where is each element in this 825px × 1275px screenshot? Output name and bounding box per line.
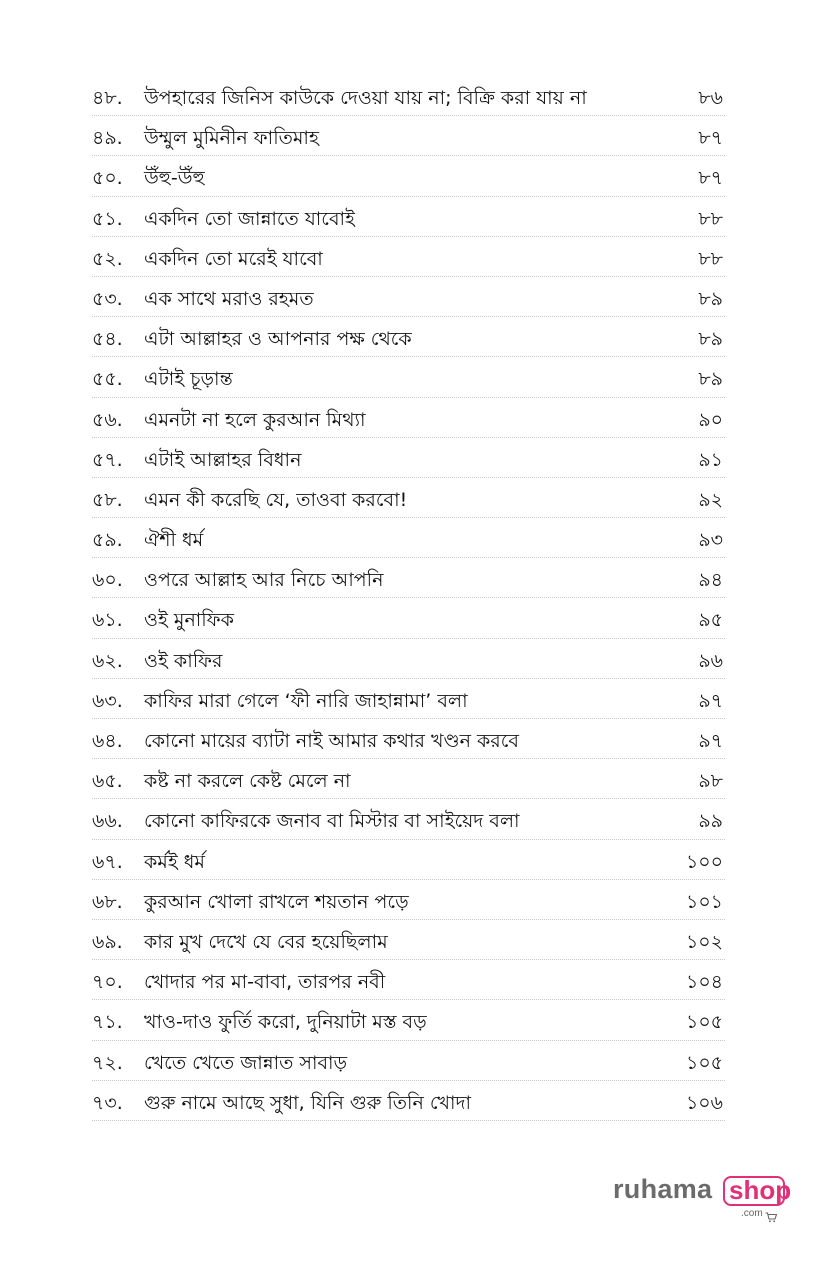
toc-entry[interactable] xyxy=(92,438,725,478)
toc-entry-page: ৮৯ xyxy=(698,328,723,351)
toc-entry-title: খাও-দাও ফুর্তি করো, দুনিয়াটা মস্ত বড় xyxy=(144,1011,427,1034)
toc-entry-number: ৫৩. xyxy=(92,287,123,310)
toc-entry-page: ১০৪ xyxy=(685,971,723,994)
toc-entry-page: ৮৬ xyxy=(698,87,723,109)
toc-entry-number: ৫৪. xyxy=(92,328,123,351)
toc-entry-page: ৮৯ xyxy=(698,287,723,310)
toc-entry[interactable] xyxy=(92,639,725,679)
toc-entry-title: ওই কাফির xyxy=(144,649,223,672)
toc-entry[interactable] xyxy=(92,277,725,317)
toc-entry-page: ৯৯ xyxy=(698,810,723,833)
toc-entry-title: এমনটা না হলে কুরআন মিথ্যা xyxy=(144,408,366,431)
toc-entry[interactable] xyxy=(92,920,725,960)
brand-domain: .com xyxy=(741,1208,763,1219)
table-of-contents xyxy=(92,76,725,1121)
toc-entry-title: ওই মুনাফিক xyxy=(144,609,234,632)
toc-entry[interactable] xyxy=(92,719,725,759)
toc-entry-page: ৮৮ xyxy=(698,247,723,270)
brand-name: ruhama xyxy=(613,1174,713,1204)
toc-entry-title: উপহারের জিনিস কাউকে দেওয়া যায় না; বিক্রি করা যায় না xyxy=(144,87,587,109)
toc-entry-page: ১০০ xyxy=(685,850,723,873)
toc-entry-number: ৬২. xyxy=(92,649,123,672)
toc-entry-title: একদিন তো মরেই যাবো xyxy=(144,247,323,270)
toc-entry[interactable] xyxy=(92,759,725,799)
toc-entry-page: ৮৮ xyxy=(698,207,723,230)
toc-entry-page: ৮৭ xyxy=(698,167,723,190)
toc-entry-number: ৫২. xyxy=(92,247,123,270)
toc-entry-title: কার মুখ দেখে যে বের হয়েছিলাম xyxy=(144,930,388,953)
brand-shop-badge xyxy=(723,1175,792,1206)
toc-entry-title: এটা আল্লাহর ও আপনার পক্ষ থেকে xyxy=(144,328,412,351)
toc-entry-title: কোনো মায়ের ব্যাটা নাই আমার কথার খণ্ডন করবে xyxy=(144,730,519,752)
toc-entry[interactable] xyxy=(92,840,725,880)
toc-entry-number: ৭১. xyxy=(92,1011,123,1034)
toc-entry-title: গুরু নামে আছে সুধা, যিনি গুরু তিনি খোদা xyxy=(144,1091,472,1114)
brand-logo xyxy=(613,1172,792,1222)
toc-entry[interactable] xyxy=(92,478,725,518)
toc-entry-number: ৬০. xyxy=(92,569,123,592)
toc-entry-number: ৭২. xyxy=(92,1051,123,1074)
toc-entry[interactable] xyxy=(92,357,725,397)
toc-entry[interactable] xyxy=(92,237,725,277)
toc-entry[interactable] xyxy=(92,156,725,196)
toc-entry-title: কুরআন খোলা রাখলে শয়তান পড়ে xyxy=(144,890,409,913)
toc-entry-page: ১০৬ xyxy=(685,1091,723,1114)
toc-entry-number: ৭০. xyxy=(92,971,123,994)
toc-entry-title: কাফির মারা গেলে ‘ফী নারি জাহান্নামা’ বলা xyxy=(144,689,468,712)
toc-entry-title: এটাই আল্লাহর বিধান xyxy=(144,448,302,471)
toc-entry-page: ৯৭ xyxy=(698,730,723,752)
toc-entry-page: ৯৫ xyxy=(698,609,723,632)
toc-entry-number: ৭৩. xyxy=(92,1091,123,1114)
toc-entry[interactable] xyxy=(92,880,725,920)
toc-entry-page: ১০২ xyxy=(685,930,723,953)
toc-entry-number: ৬৮. xyxy=(92,890,123,913)
toc-entry[interactable] xyxy=(92,1041,725,1081)
toc-entry-title: উম্মুল মুমিনীন ফাতিমাহ xyxy=(144,127,319,150)
toc-entry-number: ৬৭. xyxy=(92,850,123,873)
toc-entry-page: ৯৬ xyxy=(698,649,723,672)
toc-entry-page: ৯০ xyxy=(698,408,723,431)
toc-entry-page: ৯৪ xyxy=(698,569,723,592)
toc-entry-title: খোদার পর মা-বাবা, তারপর নবী xyxy=(144,971,386,994)
toc-entry-number: ৬১. xyxy=(92,609,123,632)
toc-entry-number: ৬৬. xyxy=(92,810,123,833)
toc-entry-page: ৯১ xyxy=(698,448,723,471)
toc-entry-number: ৬৩. xyxy=(92,689,123,712)
toc-entry[interactable] xyxy=(92,76,725,116)
toc-entry[interactable] xyxy=(92,960,725,1000)
toc-entry-number: ৬৫. xyxy=(92,770,123,793)
toc-entry-page: ৯৮ xyxy=(698,770,723,793)
toc-entry-number: ৫৫. xyxy=(92,368,123,391)
toc-entry-number: ৫৭. xyxy=(92,448,123,471)
toc-entry[interactable] xyxy=(92,518,725,558)
toc-entry[interactable] xyxy=(92,398,725,438)
toc-entry-number: ৫১. xyxy=(92,207,123,230)
toc-entry[interactable] xyxy=(92,1000,725,1040)
toc-entry-title: খেতে খেতে জান্নাত সাবাড় xyxy=(144,1051,348,1074)
toc-entry-title: ওপরে আল্লাহ আর নিচে আপনি xyxy=(144,569,384,592)
toc-entry-page: ৯২ xyxy=(698,488,723,511)
toc-entry-number: ৫৬. xyxy=(92,408,123,431)
toc-entry-page: ১০৫ xyxy=(685,1051,723,1074)
toc-entry-title: কষ্ট না করলে কেষ্ট মেলে না xyxy=(144,770,351,793)
toc-entry-title: কোনো কাফিরকে জনাব বা মিস্টার বা সাইয়েদ বলা xyxy=(144,810,520,833)
brand-shop-text: shop xyxy=(729,1175,792,1205)
toc-entry-number: ৪৯. xyxy=(92,127,123,150)
toc-entry[interactable] xyxy=(92,558,725,598)
toc-entry-title: ঐশী ধর্ম xyxy=(144,529,204,552)
toc-entry-title: এক সাথে মরাও রহমত xyxy=(144,287,314,310)
toc-entry-page: ৯৭ xyxy=(698,689,723,712)
toc-entry-number: ৬৪. xyxy=(92,730,123,752)
toc-entry[interactable] xyxy=(92,317,725,357)
toc-entry[interactable] xyxy=(92,799,725,839)
toc-entry-page: ৯৩ xyxy=(698,529,723,552)
cart-icon xyxy=(765,1208,777,1219)
toc-entry-number: ৪৮. xyxy=(92,87,123,109)
toc-entry[interactable] xyxy=(92,679,725,719)
toc-entry-title: এমন কী করেছি যে, তাওবা করবো! xyxy=(144,488,408,511)
toc-entry-number: ৫০. xyxy=(92,167,123,190)
toc-entry-page: ১০১ xyxy=(685,890,723,913)
toc-entry[interactable] xyxy=(92,598,725,638)
toc-entry-number: ৫৮. xyxy=(92,488,123,511)
toc-entry-title: উঁহু-উঁহু xyxy=(144,167,205,190)
toc-entry-title: এটাই চূড়ান্ত xyxy=(144,368,233,391)
toc-entry-title: কর্মই ধর্ম xyxy=(144,850,205,873)
toc-entry[interactable] xyxy=(92,197,725,237)
toc-entry-number: ৫৯. xyxy=(92,529,123,552)
toc-entry-number: ৬৯. xyxy=(92,930,123,953)
toc-entry[interactable] xyxy=(92,1081,725,1121)
toc-entry-title: একদিন তো জান্নাতে যাবোই xyxy=(144,207,355,230)
toc-entry-page: ৮৭ xyxy=(698,127,723,150)
toc-entry-page: ৮৯ xyxy=(698,368,723,391)
toc-entry[interactable] xyxy=(92,116,725,156)
toc-entry-page: ১০৫ xyxy=(685,1011,723,1034)
